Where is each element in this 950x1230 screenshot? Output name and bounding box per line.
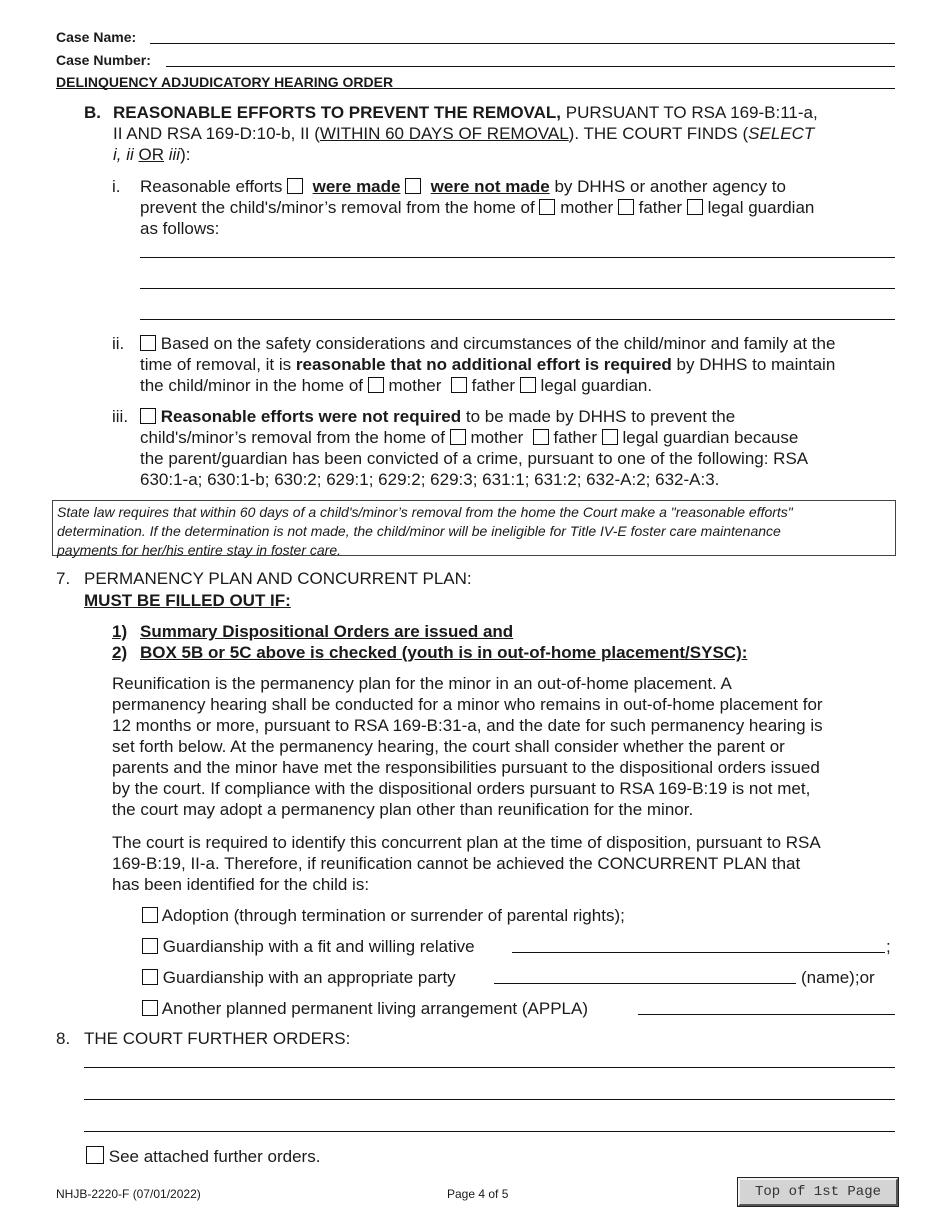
party-checkbox[interactable]	[142, 969, 158, 985]
were-not-made-checkbox[interactable]	[405, 178, 421, 194]
appla-checkbox[interactable]	[142, 1000, 158, 1016]
item-iii-father-checkbox[interactable]	[533, 429, 549, 445]
item-iii-legal-guardian-checkbox[interactable]	[602, 429, 618, 445]
case-number-field[interactable]	[166, 66, 895, 67]
item-i-legal-guardian-checkbox[interactable]	[687, 199, 703, 215]
further-orders-line-2[interactable]	[84, 1099, 895, 1100]
top-of-first-page-button[interactable]: Top of 1st Page	[738, 1178, 898, 1206]
see-attached-checkbox[interactable]	[86, 1146, 104, 1164]
condition-2-number: 2)	[112, 643, 128, 662]
option-party: Guardianship with an appropriate party	[142, 967, 456, 988]
section-7-must: MUST BE FILLED OUT IF:	[84, 591, 291, 610]
adoption-checkbox[interactable]	[142, 907, 158, 923]
option-relative: Guardianship with a fit and willing relative	[142, 936, 475, 957]
party-name-suffix: (name);or	[801, 968, 875, 987]
section-b-letter: B.	[84, 103, 101, 122]
section-7-title: PERMANENCY PLAN AND CONCURRENT PLAN:	[84, 569, 472, 588]
case-name-field[interactable]	[150, 43, 895, 44]
item-iii-text: Reasonable efforts were not required to be made by DHHS to prevent the child's/minor’s removal from the home of mother father legal guardian because the parent/guardian has been convicted of a crime, pursuant to one of the following: RSA 630:1-a; 630:1-b; 630:2; 629:1; 629:2; 629:3; 631:1; 631:2; 632-A:2; 632-A:3.	[140, 407, 809, 489]
item-i-mother-checkbox[interactable]	[539, 199, 555, 215]
item-iii-numeral: iii.	[112, 407, 129, 426]
item-i-line-1[interactable]	[140, 257, 895, 258]
reunification-paragraph: Reunification is the permanency plan for the minor in an out-of-home placement. A permanency hearing shall be conducted for a minor who remains in out-of-home placement for 12 months or more, pursuant to RSA 169-B:31-a, and the date for such permanency hearing is set forth below. At the permanency hearing, the court shall consider whether the parent or parents and the minor have met the responsibilities pursuant to the dispositional orders issued by the court. If compliance with the dispositional orders pursuant to RSA 169-B:19 is not met, the court may adopt a permanency plan other than reunification for the minor.	[112, 674, 823, 819]
section-8-number: 8.	[56, 1029, 71, 1048]
header-divider	[56, 88, 895, 89]
item-iii-checkbox[interactable]	[140, 408, 156, 424]
item-ii-mother-checkbox[interactable]	[368, 377, 384, 393]
section-b-title: REASONABLE EFFORTS TO PREVENT THE REMOVAL, PURSUANT TO RSA 169-B:11-a, II AND RSA 169-D:10-b, II (WITHIN 60 DAYS OF REMOVAL). THE COURT FINDS (SELECT i, ii OR iii):	[113, 103, 818, 164]
item-i-text: Reasonable efforts were made were not made by DHHS or another agency to prevent the child's/minor’s removal from the home of mother father legal guardian as follows:	[140, 177, 815, 238]
appla-field[interactable]	[638, 1014, 895, 1015]
item-ii-checkbox[interactable]	[140, 335, 156, 351]
item-i-line-2[interactable]	[140, 288, 895, 289]
item-ii-numeral: ii.	[112, 334, 125, 353]
item-iii-mother-checkbox[interactable]	[450, 429, 466, 445]
item-ii-text: Based on the safety considerations and circumstances of the child/minor and family at the time of removal, it is reasonable that no additional effort is required by DHHS to maintain the child/minor in the home of mother father legal guardian.	[140, 334, 836, 395]
page-number: Page 4 of 5	[447, 1187, 509, 1201]
section-8-title: THE COURT FURTHER ORDERS:	[84, 1029, 351, 1048]
case-number-label: Case Number:	[56, 52, 151, 68]
title-iv-e-note: State law requires that within 60 days of a child's/minor’s removal from the home the Court make a "reasonable efforts" determination. If the determination is not made, the child/minor will be ineligible for Title IV-E foster care maintenance payments for her/his entire stay in foster care.	[52, 500, 896, 556]
relative-name-field[interactable]	[512, 952, 885, 953]
further-orders-line-1[interactable]	[84, 1067, 895, 1068]
item-i-numeral: i.	[112, 177, 121, 196]
condition-1-number: 1)	[112, 622, 128, 641]
item-i-father-checkbox[interactable]	[618, 199, 634, 215]
case-name-label: Case Name:	[56, 29, 137, 45]
option-adoption: Adoption (through termination or surrender of parental rights);	[142, 905, 625, 926]
order-title: DELINQUENCY ADJUDICATORY HEARING ORDER	[56, 74, 394, 90]
relative-checkbox[interactable]	[142, 938, 158, 954]
item-ii-legal-guardian-checkbox[interactable]	[520, 377, 536, 393]
see-attached: See attached further orders.	[86, 1146, 320, 1167]
party-name-field[interactable]	[494, 983, 796, 984]
option-appla: Another planned permanent living arrangement (APPLA)	[142, 998, 588, 1019]
section-7-number: 7.	[56, 569, 71, 588]
concurrent-plan-paragraph: The court is required to identify this concurrent plan at the time of disposition, pursuant to RSA 169-B:19, II-a. Therefore, if reunification cannot be achieved the CONCURRENT PLAN that has been identified for the child is:	[112, 833, 821, 894]
form-id: NHJB-2220-F (07/01/2022)	[56, 1187, 201, 1201]
were-made-checkbox[interactable]	[287, 178, 303, 194]
relative-semicolon: ;	[886, 937, 891, 956]
item-i-line-3[interactable]	[140, 319, 895, 320]
condition-1: Summary Dispositional Orders are issued and	[140, 622, 514, 641]
condition-2: BOX 5B or 5C above is checked (youth is in out-of-home placement/SYSC):	[140, 643, 748, 662]
further-orders-line-3[interactable]	[84, 1131, 895, 1132]
item-ii-father-checkbox[interactable]	[451, 377, 467, 393]
